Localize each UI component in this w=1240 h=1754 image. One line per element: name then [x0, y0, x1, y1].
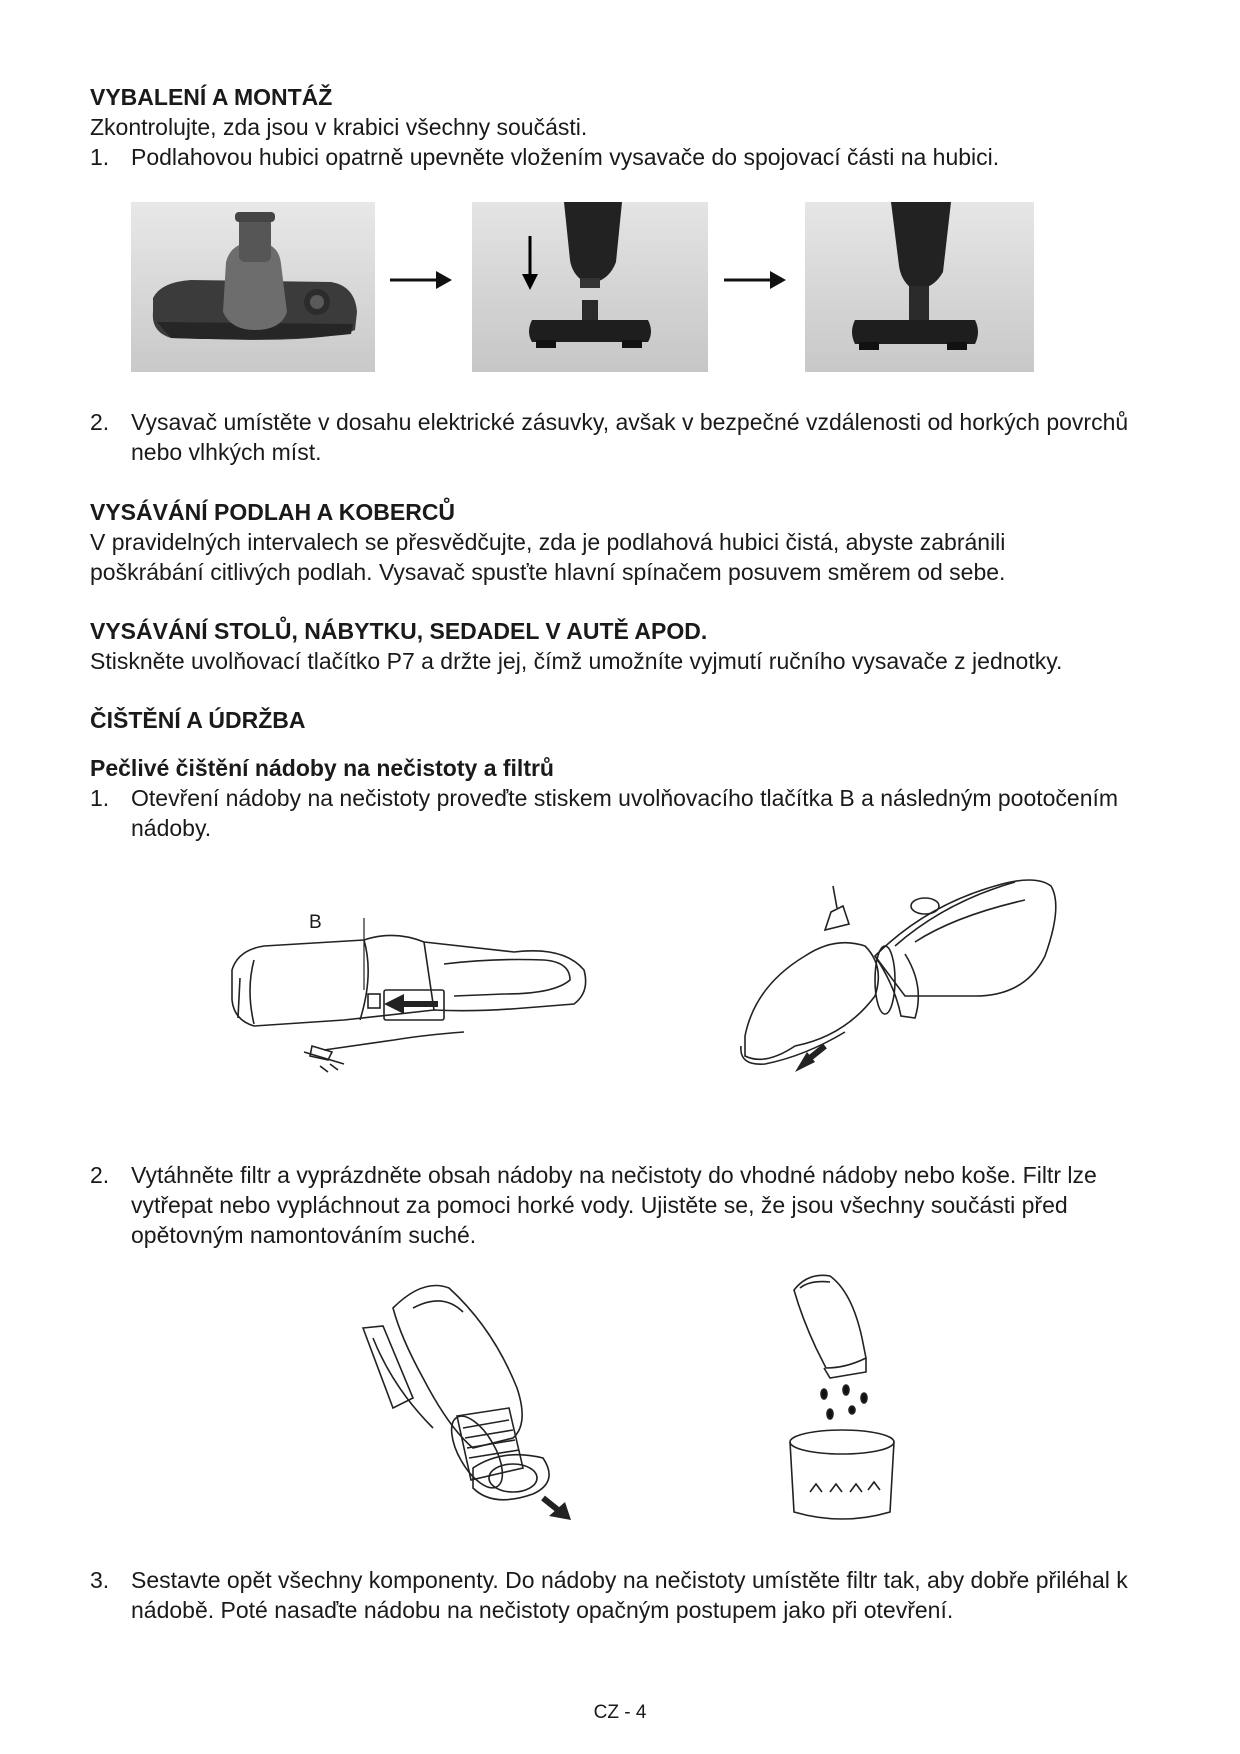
cleaning-step1-text: Otevření nádoby na nečistoty proveďte stiskem uvolňovacího tlačítka B a následným pootočením nádoby.: [131, 785, 1119, 841]
unpack-intro: Zkontrolujte, zda jsou v krabici všechny součásti.: [90, 114, 588, 140]
cleaning-step1-number: 1.: [90, 785, 110, 811]
unpack-step2-text: Vysavač umístěte v dosahu elektrické zásuvky, avšak v bezpečné vzdálenosti od horkých povrchů nebo vlhkých míst.: [131, 409, 1129, 465]
figure-label-b: B: [309, 912, 322, 933]
photo-assembled-vacuum: [805, 202, 1034, 372]
photo-inserting-vacuum: [472, 202, 708, 372]
heading-floors: VYSÁVÁNÍ PODLAH A KOBERCŮ: [90, 499, 456, 525]
heading-tables: VYSÁVÁNÍ STOLŮ, NÁBYTKU, SEDADEL V AUTĚ APOD.: [90, 618, 708, 644]
cleaning-step2-text: Vytáhněte filtr a vyprázdněte obsah nádoby na nečistoty do vhodné nádoby nebo koše. Filtr lze vytřepat nebo vypláchnout za pomoci horké vody. Ujistěte se, že jsou všechny součásti před opětovným namontováním suché.: [131, 1162, 1097, 1248]
cleaning-step3-text: Sestavte opět všechny komponenty. Do nádoby na nečistoty umístěte filtr tak, aby dobře přiléhal k nádobě. Poté nasaďte nádobu na nečistoty opačným postupem jako při otevření.: [131, 1567, 1128, 1623]
drawing-opening-container: [725, 846, 1065, 1096]
cleaning-step2-number: 2.: [90, 1162, 110, 1188]
arrow-right-icon: [388, 268, 454, 292]
drawing-release-button: [224, 900, 594, 1080]
photo-floor-nozzle: [131, 202, 375, 372]
heading-unpack: VYBALENÍ A MONTÁŽ: [90, 84, 333, 110]
subheading-container-cleaning: Pečlivé čištění nádoby na nečistoty a filtrů: [90, 755, 554, 781]
tables-text: Stiskněte uvolňovací tlačítko P7 a držte jej, čímž umožníte vyjmutí ručního vysavače z jednotky.: [90, 648, 1063, 674]
floors-text-line1: V pravidelných intervalech se přesvědčujte, zda je podlahová hubici čistá, abyste zabránili: [90, 529, 1006, 555]
arrow-right-icon: [722, 268, 788, 292]
cleaning-step3-number: 3.: [90, 1567, 110, 1593]
drawing-filter-removal: [353, 1268, 613, 1524]
unpack-step1-text: Podlahovou hubici opatrně upevněte vložením vysavače do spojovací části na hubici.: [131, 144, 1000, 170]
heading-cleaning: ČIŠTĚNÍ A ÚDRŽBA: [90, 707, 306, 733]
page-number: CZ - 4: [593, 1702, 647, 1723]
drawing-emptying-dirt: [780, 1268, 920, 1526]
unpack-step2-number: 2.: [90, 409, 110, 435]
floors-text-line2: poškrábání citlivých podlah. Vysavač spusťte hlavní spínačem posuvem směrem od sebe.: [90, 559, 1006, 585]
unpack-step1-number: 1.: [90, 144, 110, 170]
